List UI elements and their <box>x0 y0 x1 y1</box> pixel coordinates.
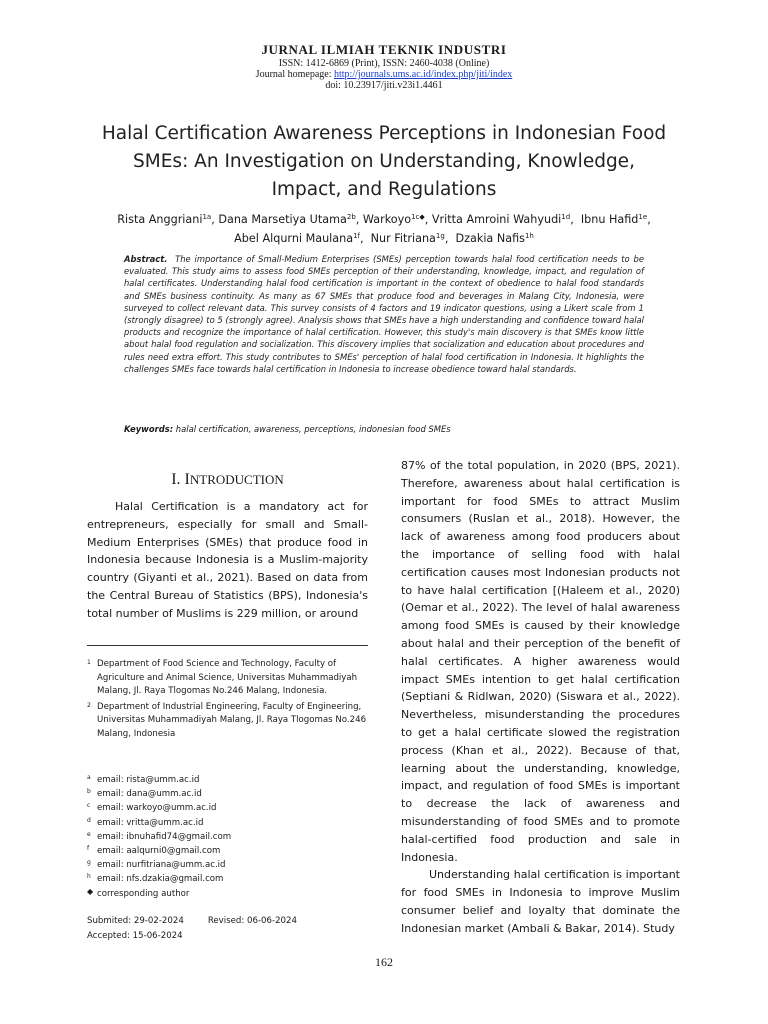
keywords-text: halal certification, awareness, perceptions, indonesian food SMEs <box>175 424 451 434</box>
accepted-date: Accepted: 15-06-2024 <box>87 930 183 941</box>
submission-dates <box>87 914 368 943</box>
page-number: 162 <box>375 955 393 969</box>
body-paragraph: 87% of the total population, in 2020 (BPS, 2021). Therefore, awareness about halal certification is important for food SMEs to attract Muslim consumers (Ruslan et al., 2018). However, the lack of awareness among food producers about the importance of selling food with halal certification causes most Indonesian products not to have halal certification [(Haleem et al., 2020) (Oemar et al., 2022). The level of halal awareness among food SMEs is caused by their knowledge about halal and their perception of the benefit of halal certificates. A higher awareness would impact SMEs intention to get halal certification (Septiani & Ridlwan, 2020) (Siswara et al., 2022). Nevertheless, misunderstanding the procedures to get a halal certificate slowed the registration process (Khan et al., 2022). Because of that, learning about the understanding, knowledge, impact, and regulation of food SMEs is important to decrease the lack of awareness and misunderstanding of food SMEs and to promote halal-certified food production and sale in Indonesia. <box>401 459 680 864</box>
email-item: e email: ibnuhafid74@gmail.com <box>87 830 232 842</box>
left-column <box>87 470 368 623</box>
author: Abel Alqurni Maulana$^{1f}$ <box>234 232 360 245</box>
email-item: f email: aalqurni0@gmail.com <box>87 845 221 857</box>
section-heading: I. INTRODUCTION <box>171 471 284 488</box>
homepage-link[interactable]: http://journals.ums.ac.id/index.php/jiti/index <box>333 69 513 80</box>
author: Nur Fitriana$^{1g}$ <box>370 232 445 245</box>
email-item: c email: warkoyo@umm.ac.id <box>87 802 217 814</box>
issn: ISSN: 1412-6869 (Print), ISSN: 2460-4038 (Online) <box>278 58 490 69</box>
author: Dzakia Nafis$^{1h}$ <box>455 232 534 245</box>
journal-homepage <box>0 69 768 80</box>
homepage-label: Journal homepage: <box>255 69 334 80</box>
affiliation: 2 Department of Industrial Engineering, Faculty of Engineering, Universitas Muhammadiyah Malang, Jl. Raya Tlogomas No.246 Malang, Indonesia <box>87 701 367 739</box>
author-list: Rista Anggriani$^{1a}$, Dana Marsetiya Utama$^{2b}$, Warkoyo$^{1c◆}$, Vritta Amroini Wahyudi$^{1d}$, Ibnu Hafid$^{1e}$, Abel Alqurni Maulana$^{1f}$, Nur Fitriana$^{1g}$, Dzakia Nafis$^{1h}$ <box>117 213 651 245</box>
email-item: a email: rista@umm.ac.id <box>87 774 200 785</box>
journal-header <box>0 42 768 91</box>
submitted-date: Submited: 29-02-2024 <box>87 916 184 926</box>
author: Ibnu Hafid$^{1e}$ <box>580 213 648 226</box>
author: Warkoyo$^{1c◆}$ <box>362 213 425 226</box>
journal-name: JURNAL ILMIAH TEKNIK INDUSTRI <box>261 42 507 57</box>
email-item: d email: vritta@umm.ac.id <box>87 816 204 828</box>
author: Rista Anggriani$^{1a}$ <box>117 213 212 226</box>
email-item: g email: nurfitriana@umm.ac.id <box>87 859 226 871</box>
intro-paragraph: Halal Certification is a mandatory act for entrepreneurs, especially for small and Small-Medium Enterprises (SMEs) that produce food in Indonesia because Indonesia is a Muslim-majority country (Giyanti et al., 2021). Based on data from the Central Bureau of Statistics (BPS), Indonesia's total number of Muslims is 229 million, or around <box>87 500 368 620</box>
corresponding-author-note: ◆ corresponding author <box>87 886 190 899</box>
revised-date: Revised: 06-06-2024 <box>207 916 297 926</box>
author: Vritta Amroini Wahyudi$^{1d}$ <box>431 213 571 226</box>
body-paragraph: Understanding halal certification is important for food SMEs in Indonesia to improve Muslim consumer belief and loyalty that dominate the Indonesian market (Ambali & Bakar, 2014). Study <box>401 868 680 935</box>
keywords <box>124 424 644 434</box>
footnote-divider <box>87 645 368 646</box>
affiliation: 1 Department of Food Science and Technology, Faculty of Agriculture and Animal Science, Universitas Muhammadiyah Malang, Jl. Raya Tlogomas No.246 Malang, Indonesia. <box>87 659 358 697</box>
paper-title: Halal Certification Awareness Perceptions in Indonesian Food SMEs: An Investigation on Understanding, Knowledge, Impact, and Regulations <box>101 123 667 200</box>
doi: doi: 10.23917/jiti.v23i1.4461 <box>325 80 443 91</box>
right-column <box>401 457 680 938</box>
author-emails <box>87 773 368 901</box>
abstract-text: The importance of Small-Medium Enterprises (SMEs) perception towards halal food certification needs to be evaluated. This study aims to assess food SMEs perception of their understanding, knowledge, impact, and regulation of halal certificates. Understanding halal food certification is important in the context of obedience to halal food standards and SMEs business continuity. As many as 67 SMEs that produce food and beverages in Malang City, Indonesia, were surveyed to collect relevant data. This survey consists of 4 factors and 19 indicator questions, using a Likert scale from 1 (strongly disagree) to 5 (strongly agree). Analysis shows that SMEs have a high understanding and confidence toward halal products and recognize the importance of halal certification. However, this study's main discovery is that SMEs know little about halal food regulation and socialization. This discovery implies that socialization and education about procedures and rules need extra effort. This study contributes to SMEs' perception of halal food certification in Indonesia. It highlights the challenges SMEs face towards halal certification in Indonesia to increase obedience toward halal standards. <box>124 254 644 374</box>
email-item: b email: dana@umm.ac.id <box>87 788 202 800</box>
keywords-label: Keywords: <box>124 424 174 434</box>
author: Dana Marsetiya Utama$^{2b}$ <box>218 213 356 226</box>
abstract-label: Abstract. <box>124 254 168 264</box>
affiliations <box>87 658 368 744</box>
email-item: h email: nfs.dzakia@gmail.com <box>87 873 224 885</box>
abstract <box>124 253 644 375</box>
